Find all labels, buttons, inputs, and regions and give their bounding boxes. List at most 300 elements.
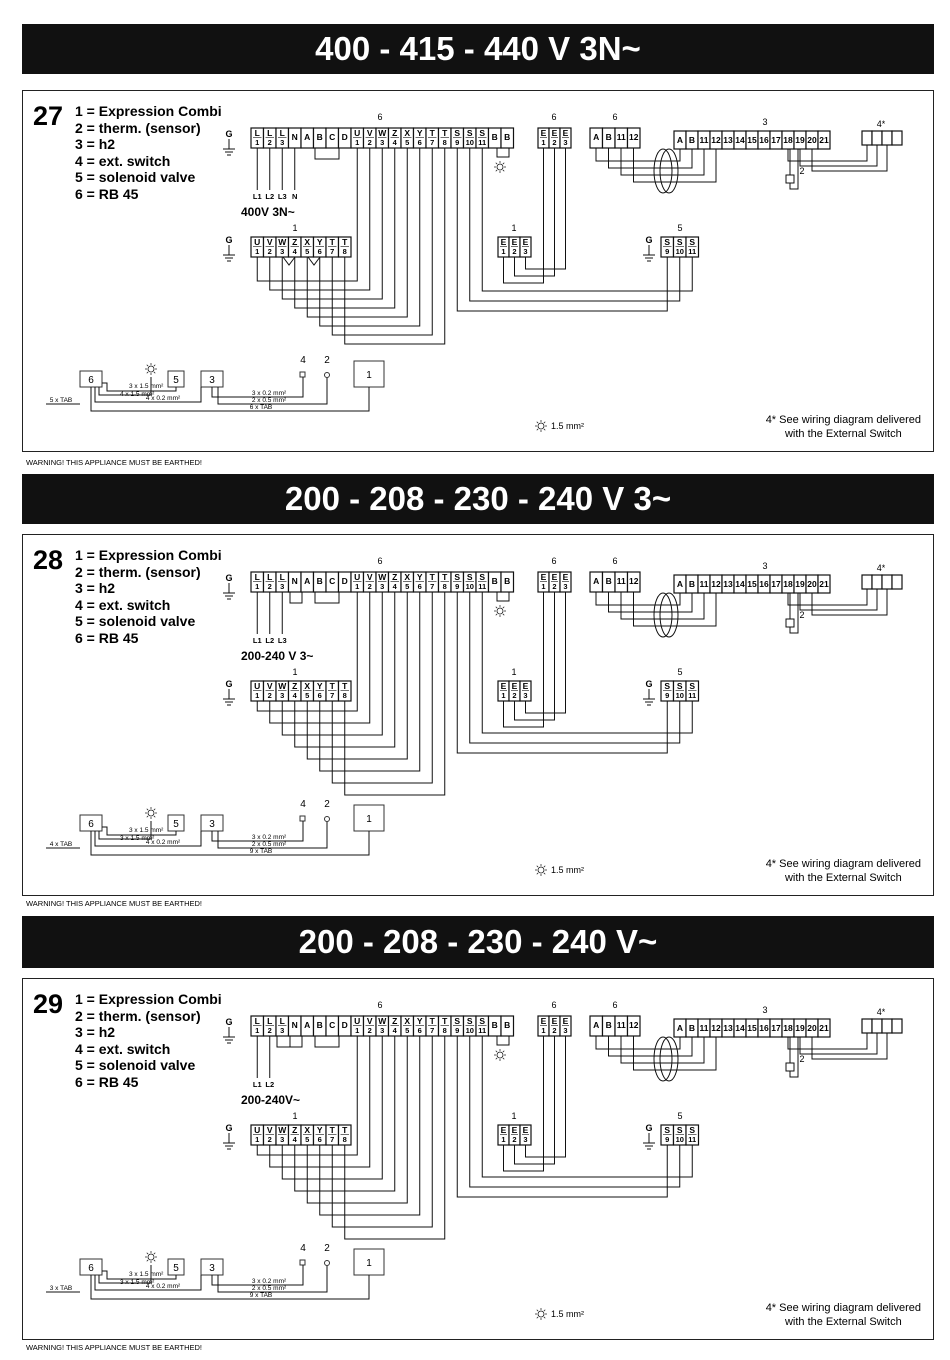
external-switch-note	[766, 413, 921, 441]
diagram-label: 2	[512, 691, 517, 700]
legend-item: 6 = RB 45	[75, 629, 139, 646]
diagram-label: Z	[392, 128, 398, 138]
diagram-label: 2	[552, 582, 557, 591]
diagram-label: 3	[762, 1005, 768, 1015]
diagram-label: 13	[723, 579, 733, 589]
diagram-label: 19	[795, 135, 805, 145]
diagram-label: 2	[512, 1135, 517, 1144]
wire	[503, 614, 504, 615]
diagram-label: E	[551, 128, 558, 138]
wire	[497, 148, 509, 157]
diagram-label: 1	[255, 1135, 260, 1144]
diagram-label: 4*	[876, 563, 886, 573]
diagram-label: 1	[255, 1026, 260, 1035]
diagram-label: L1	[252, 636, 262, 645]
diagram-label: W	[378, 572, 387, 582]
section-banner	[22, 474, 934, 524]
diagram-label: 11	[478, 138, 487, 147]
diagram-label: 2	[267, 1026, 272, 1035]
diagram-number: 27	[33, 101, 64, 131]
diagram-label: 5	[305, 1135, 310, 1144]
diagram-label: 3	[523, 1135, 528, 1144]
diagram-label: 4*	[876, 119, 886, 129]
section-banner	[22, 916, 934, 968]
diagram-label: E	[522, 681, 529, 691]
diagram-label: 21	[819, 579, 829, 589]
diagram-label: 6	[417, 582, 422, 591]
diagram-label: 12	[711, 579, 721, 589]
diagram-label: E	[562, 128, 569, 138]
diagram-label: 3 x 1.5 mm²	[129, 827, 164, 834]
diagram-label: B	[491, 132, 498, 142]
diagram-label: 4*	[876, 1007, 886, 1017]
heater-icon	[497, 608, 503, 614]
diagram-label: 2 x 0.5 mm²	[251, 1285, 287, 1292]
diagram-label: G	[225, 679, 233, 689]
diagram-label: E	[551, 572, 558, 582]
diagram-label: 2	[367, 1026, 372, 1035]
diagram-label: 6	[612, 556, 618, 566]
diagram-label: 11	[478, 1026, 487, 1035]
diagram-label: 1	[541, 1026, 546, 1035]
switch-terminal	[882, 575, 892, 589]
wire	[544, 1310, 545, 1311]
diagram-label: X	[404, 128, 411, 138]
diagram-label: 4 x TAB	[49, 841, 73, 848]
diagram-label: 6	[551, 556, 557, 566]
diagram-label: S	[454, 572, 461, 582]
diagram-label: 2	[267, 1135, 272, 1144]
diagram-label: 13	[723, 135, 733, 145]
diagram-label: B	[504, 576, 511, 586]
wire	[496, 607, 497, 608]
diagram-label: T	[442, 1016, 448, 1026]
diagram-label: Z	[392, 1016, 398, 1026]
diagram-label: 3	[563, 138, 568, 147]
wire	[496, 163, 497, 164]
switch-terminal	[892, 131, 902, 145]
diagram-label: 9 x TAB	[249, 1292, 273, 1299]
note-line: 4* See wiring diagram delivered	[765, 414, 921, 426]
diagram-label: U	[254, 681, 261, 691]
diagram-label: U	[254, 237, 261, 247]
diagram-label: 3	[762, 561, 768, 571]
diagram-label: A	[676, 1023, 684, 1033]
diagram-label: 6	[317, 691, 322, 700]
diagram-label: L	[267, 572, 273, 582]
sensor-icon	[325, 1261, 330, 1266]
diagram-label: Z	[292, 237, 298, 247]
diagram-label: 2	[324, 355, 330, 366]
switch-terminal	[892, 575, 902, 589]
diagram-label: 8	[442, 138, 447, 147]
diagram-label: 5	[405, 138, 410, 147]
diagram-label: 4 x 1.5 mm²	[120, 391, 155, 398]
diagram-label: 14	[735, 135, 745, 145]
diagram-label: 5	[677, 223, 683, 233]
legend-item: 1 = Expression Combi	[75, 103, 222, 119]
diagram-label: 8	[342, 691, 347, 700]
diagram-label: 1	[292, 223, 298, 233]
sensor-icon	[325, 817, 330, 822]
diagram-label: G	[225, 573, 233, 583]
wire	[482, 1036, 692, 1177]
diagram-label: L	[267, 128, 273, 138]
diagram-label: 16	[759, 579, 769, 589]
legend-item: 3 = h2	[75, 580, 116, 596]
diagram-label: 3 x 0.2 mm²	[251, 1278, 287, 1285]
section-title: 200 - 208 - 230 - 240 V 3~	[284, 480, 672, 517]
diagram-label: 3 x 1.5 mm²	[129, 383, 164, 390]
diagram-label: V	[266, 681, 273, 691]
diagram-label: 4 x 0.2 mm²	[145, 839, 181, 846]
diagram-label: 4	[300, 355, 306, 366]
diagram-number: 28	[33, 545, 64, 575]
diagram-label: T	[329, 1125, 335, 1135]
heater-icon	[148, 810, 154, 816]
diagram-label: S	[676, 237, 683, 247]
earth-warning: WARNING! THIS APPLIANCE MUST BE EARTHED!	[26, 1343, 203, 1352]
diagram-label: N	[291, 576, 298, 586]
diagram-label: 1	[355, 582, 360, 591]
diagram-label: L	[279, 1016, 285, 1026]
diagram-label: 7	[330, 691, 335, 700]
wire	[503, 1051, 504, 1052]
external-switch-note	[766, 857, 921, 885]
diagram-label: A	[304, 576, 311, 586]
diagram-label: 11	[616, 132, 626, 142]
diagram-label: T	[429, 572, 435, 582]
diagram-label: 7	[430, 138, 435, 147]
diagram-label: 6	[417, 138, 422, 147]
diagram-label: 4	[392, 138, 397, 147]
wire	[147, 809, 148, 810]
diagram-label: C	[329, 1020, 336, 1030]
wire	[154, 372, 155, 373]
diagram-label: Z	[292, 1125, 298, 1135]
diagram-label: 2	[267, 138, 272, 147]
diagram-label: 11	[688, 691, 697, 700]
diagram-label: 12	[629, 1020, 639, 1030]
diagram-label: T	[442, 128, 448, 138]
note-line: with the External Switch	[784, 872, 902, 884]
diagram-label: 2 x 0.5 mm²	[251, 841, 287, 848]
diagram-label: T	[429, 1016, 435, 1026]
switch-terminal	[882, 1019, 892, 1033]
diagram-label: 12	[629, 132, 639, 142]
wire	[503, 1058, 504, 1059]
diagram-label: 5 x TAB	[49, 397, 73, 404]
diagram-label: 3	[563, 1026, 568, 1035]
diagram-label: B	[504, 1020, 511, 1030]
wire	[496, 614, 497, 615]
diagram-label: Y	[316, 237, 323, 247]
diagram-label: 4 x 0.2 mm²	[145, 395, 181, 402]
wire	[457, 148, 670, 311]
earth-warning: WARNING! THIS APPLIANCE MUST BE EARTHED!	[26, 458, 203, 467]
legend-item: 2 = therm. (sensor)	[75, 119, 201, 136]
wire	[544, 429, 545, 430]
diagram-label: 3	[523, 247, 528, 256]
diagram-label: 6	[612, 112, 618, 122]
diagram-label: B	[605, 576, 612, 586]
diagram-label: 20	[807, 1023, 817, 1033]
wire	[147, 1260, 148, 1261]
diagram-label: 11	[616, 1020, 626, 1030]
section-title: 400 - 415 - 440 V 3N~	[315, 30, 641, 67]
diagram-label: 8	[442, 582, 447, 591]
diagram-label: E	[511, 681, 518, 691]
diagram-label: 3	[280, 691, 285, 700]
diagram-label: 6	[551, 112, 557, 122]
diagram-label: 9	[665, 247, 670, 256]
heater-icon	[497, 1052, 503, 1058]
wiring-diagram-panel	[22, 534, 934, 896]
diagram-label: 18	[783, 135, 793, 145]
diagram-label: G	[645, 1123, 653, 1133]
diagram-label: E	[551, 1016, 558, 1026]
diagram-label: L1	[252, 1080, 262, 1089]
legend-item: 1 = Expression Combi	[75, 991, 222, 1007]
voltage-label: 200-240 V 3~	[241, 649, 314, 663]
diagram-label: 5	[305, 691, 310, 700]
diagram-label: 17	[771, 579, 781, 589]
diagram-label: L3	[277, 192, 287, 201]
legend	[75, 547, 222, 646]
diagram-label: 4	[392, 1026, 397, 1035]
diagram-label: 3	[209, 819, 215, 830]
diagram-label: 1	[366, 370, 372, 381]
legend-item: 6 = RB 45	[75, 185, 139, 202]
diagram-label: 3 x 0.2 mm²	[251, 834, 287, 841]
diagram-label: E	[500, 681, 507, 691]
diagram-label: V	[266, 237, 273, 247]
diagram-label: 10	[675, 691, 684, 700]
wire	[315, 592, 339, 603]
diagram-label: D	[341, 576, 348, 586]
voltage-label: 200-240V~	[241, 1093, 301, 1107]
diagram-label: 13	[723, 1023, 733, 1033]
diagram-label: T	[342, 237, 348, 247]
legend-item: 3 = h2	[75, 136, 116, 152]
diagram-label: 1	[501, 691, 506, 700]
legend-item: 2 = therm. (sensor)	[75, 563, 201, 580]
diagram-label: S	[689, 681, 696, 691]
diagram-label: 2	[552, 1026, 557, 1035]
diagram-label: Y	[316, 681, 323, 691]
diagram-label: 9	[455, 1026, 460, 1035]
wire	[315, 148, 339, 159]
diagram-label: S	[466, 572, 473, 582]
diagram-label: 3	[280, 582, 285, 591]
wire	[154, 365, 155, 366]
wire	[315, 1036, 339, 1047]
cable-size-note: 1.5 mm²	[551, 1309, 585, 1319]
earth-warning: WARNING! THIS APPLIANCE MUST BE EARTHED!	[26, 899, 203, 908]
wire	[537, 866, 538, 867]
wire	[154, 809, 155, 810]
diagram-label: S	[479, 128, 486, 138]
diagram-label: 11	[478, 582, 487, 591]
diagram-label: 3	[209, 375, 215, 386]
diagram-label: 20	[807, 135, 817, 145]
wire	[537, 873, 538, 874]
diagram-label: B	[605, 1020, 612, 1030]
diagram-label: 1	[511, 223, 517, 233]
diagram-label: 7	[430, 1026, 435, 1035]
diagram-number: 29	[33, 989, 64, 1019]
diagram-label: 3 x TAB	[49, 1285, 73, 1292]
diagram-label: 14	[735, 1023, 745, 1033]
wire	[457, 1036, 670, 1197]
diagram-label: 2	[512, 247, 517, 256]
legend-item: 2 = therm. (sensor)	[75, 1007, 201, 1024]
diagram-label: T	[442, 572, 448, 582]
diagram-label: 3 x 0.2 mm²	[251, 390, 287, 397]
diagram-label: 1	[255, 138, 260, 147]
diagram-label: N	[291, 1020, 298, 1030]
diagram-label: 2	[799, 166, 805, 176]
diagram-label: E	[540, 572, 547, 582]
diagram-label: 1	[355, 138, 360, 147]
diagram-label: 9	[455, 138, 460, 147]
diagram-label: 7	[330, 1135, 335, 1144]
diagram-label: U	[354, 572, 361, 582]
diagram-label: 8	[342, 247, 347, 256]
diagram-label: G	[225, 1123, 233, 1133]
heater-icon	[497, 164, 503, 170]
diagram-label: 6	[377, 1000, 383, 1010]
diagram-label: U	[254, 1125, 261, 1135]
legend-item: 3 = h2	[75, 1024, 116, 1040]
diagram-label: X	[304, 681, 311, 691]
legend-item: 4 = ext. switch	[75, 152, 171, 169]
diagram-label: 2	[799, 1054, 805, 1064]
diagram-label: B	[688, 1023, 696, 1033]
diagram-label: 2	[552, 138, 557, 147]
diagram-label: 11	[688, 247, 697, 256]
wire	[544, 1317, 545, 1318]
diagram-label: 5	[405, 582, 410, 591]
diagram-label: A	[593, 1020, 600, 1030]
diagram-label: 10	[465, 138, 474, 147]
wire	[504, 148, 544, 283]
diagram-label: G	[225, 1017, 233, 1027]
wire	[503, 163, 504, 164]
wire	[544, 422, 545, 423]
note-line: 4* See wiring diagram delivered	[765, 858, 921, 870]
diagram-label: 1	[355, 1026, 360, 1035]
diagram-label: S	[689, 1125, 696, 1135]
diagram-label: A	[593, 576, 600, 586]
diagram-label: N	[292, 192, 298, 201]
diagram-label: 10	[675, 1135, 684, 1144]
diagram-label: L2	[265, 1080, 275, 1089]
legend-item: 1 = Expression Combi	[75, 547, 222, 563]
diagram-label: L2	[265, 192, 275, 201]
diagram-label: 8	[342, 1135, 347, 1144]
wire	[470, 1036, 683, 1187]
diagram-label: G	[645, 235, 653, 245]
diagram-label: 6	[377, 112, 383, 122]
diagram-label: 3 x 1.5 mm²	[129, 1271, 164, 1278]
diagram-label: 17	[771, 1023, 781, 1033]
wire	[482, 148, 692, 291]
wiring-diagram-panel	[22, 978, 934, 1340]
wire	[544, 873, 545, 874]
diagram-label: B	[316, 576, 323, 586]
diagram-label: U	[354, 1016, 361, 1026]
diagram-label: B	[688, 579, 696, 589]
diagram-label: 1	[255, 247, 260, 256]
diagram-label: 21	[819, 1023, 829, 1033]
diagram-label: 4	[392, 582, 397, 591]
wire	[496, 170, 497, 171]
diagram-label: B	[491, 1020, 498, 1030]
diagram-label: 9	[455, 582, 460, 591]
diagram-label: 11	[616, 576, 626, 586]
wire	[470, 148, 683, 301]
diagram-label: 9 x TAB	[249, 848, 273, 855]
sensor-icon	[325, 373, 330, 378]
diagram-label: T	[342, 1125, 348, 1135]
section-banner	[22, 24, 934, 74]
diagram-label: 15	[747, 579, 757, 589]
diagram-label: 6	[612, 1000, 618, 1010]
note-line: 4* See wiring diagram delivered	[765, 1302, 921, 1314]
diagram-label: X	[304, 1125, 311, 1135]
heater-icon	[148, 366, 154, 372]
cable-size-note: 1.5 mm²	[551, 421, 585, 431]
diagram-label: S	[466, 1016, 473, 1026]
diagram-label: V	[366, 1016, 373, 1026]
diagram-label: S	[676, 681, 683, 691]
wire	[537, 429, 538, 430]
wire	[497, 1036, 509, 1045]
diagram-label: L	[279, 128, 285, 138]
legend-item: 4 = ext. switch	[75, 596, 171, 613]
diagram-label: 1	[541, 138, 546, 147]
diagram-label: 18	[783, 1023, 793, 1033]
wire	[147, 816, 148, 817]
wire	[290, 592, 302, 603]
diagram-label: B	[316, 1020, 323, 1030]
diagram-label: 3	[380, 138, 385, 147]
diagram-label: A	[676, 579, 684, 589]
diagram-label: 1	[541, 582, 546, 591]
diagram-label: S	[454, 128, 461, 138]
wire	[497, 592, 509, 601]
wire	[457, 592, 670, 753]
diagram-label: U	[354, 128, 361, 138]
diagram-label: 2	[324, 1243, 330, 1254]
diagram-label: 2	[324, 799, 330, 810]
diagram-label: W	[278, 237, 287, 247]
diagram-label: 5	[677, 1111, 683, 1121]
diagram-label: 3	[209, 1263, 215, 1274]
diagram-label: 2	[267, 582, 272, 591]
wire	[308, 257, 320, 265]
diagram-label: W	[278, 681, 287, 691]
sensor-icon	[786, 175, 794, 183]
wire	[154, 1260, 155, 1261]
diagram-label: 1	[511, 667, 517, 677]
diagram-label: 3 x 1.5 mm²	[120, 835, 155, 842]
diagram-label: S	[466, 128, 473, 138]
note-line: with the External Switch	[784, 1316, 902, 1328]
diagram-label: 3	[563, 582, 568, 591]
diagram-label: S	[689, 237, 696, 247]
